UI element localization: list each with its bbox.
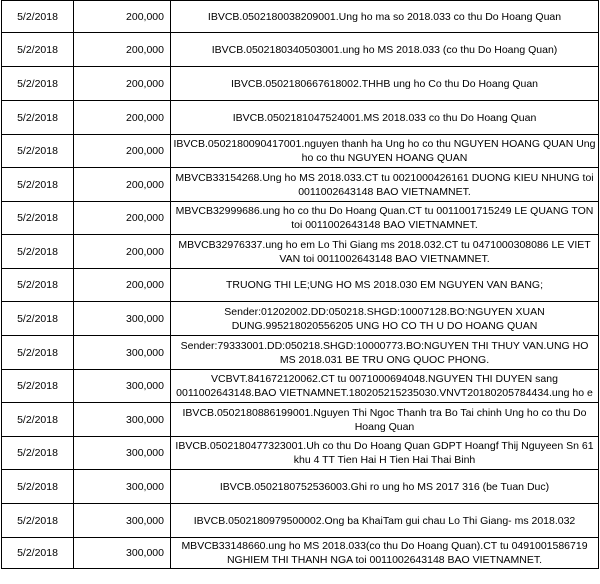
table-row (2, 67, 599, 101)
description-cell: IBVCB.0502180477323001.Uh co thu Do Hoang Quan GDPT Hoangf Thij Nguyeen Sn 61 khu 4 TT Tien Hai H Tien Hai Thai Binh (171, 437, 599, 470)
date-cell: 5/2/2018 (2, 168, 74, 202)
table-row (2, 168, 599, 202)
amount-cell: 300,000 (74, 370, 171, 403)
table-row (2, 101, 599, 135)
amount-cell: 200,000 (74, 33, 171, 67)
table-row (2, 538, 599, 569)
table-row (2, 202, 599, 235)
amount-cell: 200,000 (74, 235, 171, 269)
description-cell: MBVCB32976337.ung ho em Lo Thi Giang ms 2018.032.CT tu 0471000308086 LE VIET VAN toi 0011002643148 BAO VIETNAMNET. (171, 235, 599, 269)
table-row (2, 235, 599, 269)
description-cell: IBVCB.0502180979500002.Ong ba KhaiTam gui chau Lo Thi Giang- ms 2018.032 (171, 504, 599, 538)
date-cell: 5/2/2018 (2, 269, 74, 302)
date-cell: 5/2/2018 (2, 235, 74, 269)
amount-cell: 300,000 (74, 470, 171, 504)
table-row (2, 504, 599, 538)
amount-cell: 200,000 (74, 202, 171, 235)
date-cell: 5/2/2018 (2, 336, 74, 370)
amount-cell: 200,000 (74, 67, 171, 101)
table-row (2, 336, 599, 370)
table-row (2, 403, 599, 437)
date-cell: 5/2/2018 (2, 437, 74, 470)
description-cell: IBVCB.0502180667618002.THHB ung ho Co thu Do Hoang Quan (171, 67, 599, 101)
table-row (2, 33, 599, 67)
description-cell: TRUONG THI LE;UNG HO MS 2018.030 EM NGUYEN VAN BANG; (171, 269, 599, 302)
description-cell: VCBVT.841672120062.CT tu 0071000694048.NGUYEN THI DUYEN sang 0011002643148.BAO VIETNAMNET.180205215235030.VNVT20180205784434.ung ho e (171, 370, 599, 403)
amount-cell: 200,000 (74, 135, 171, 168)
description-cell: IBVCB.0502180752536003.Ghi ro ung ho MS 2017 316 (be Tuan Duc) (171, 470, 599, 504)
date-cell: 5/2/2018 (2, 302, 74, 336)
description-cell: IBVCB.0502180090417001.nguyen thanh ha Ung ho co thu NGUYEN HOANG QUAN Ung ho co thu NGUYEN HOANG QUAN (171, 135, 599, 168)
date-cell: 5/2/2018 (2, 101, 74, 135)
description-cell: IBVCB.0502180038209001.Ung ho ma so 2018.033 co thu Do Hoang Quan (171, 1, 599, 33)
amount-cell: 200,000 (74, 101, 171, 135)
amount-cell: 300,000 (74, 403, 171, 437)
table-row (2, 135, 599, 168)
date-cell: 5/2/2018 (2, 370, 74, 403)
date-cell: 5/2/2018 (2, 1, 74, 33)
description-cell: Sender:01202002.DD:050218.SHGD:10007128.BO:NGUYEN XUAN DUNG.995218020556205 UNG HO CO TH U DO HOANG QUAN (171, 302, 599, 336)
description-cell: MBVCB32999686.ung ho co thu Do Hoang Quan.CT tu 0011001715249 LE QUANG TON toi 0011002643148 BAO VIETNAMNET. (171, 202, 599, 235)
description-cell: MBVCB33154268.Ung ho MS 2018.033.CT tu 0021000426161 DUONG KIEU NHUNG toi 0011002643148 BAO VIETNAMNET. (171, 168, 599, 202)
date-cell: 5/2/2018 (2, 202, 74, 235)
amount-cell: 300,000 (74, 336, 171, 370)
table-row (2, 470, 599, 504)
amount-cell: 200,000 (74, 168, 171, 202)
description-cell: IBVCB.0502180886199001.Nguyen Thi Ngoc Thanh tra Bo Tai chinh Ung ho co thu Do Hoang Quan (171, 403, 599, 437)
table-row (2, 437, 599, 470)
date-cell: 5/2/2018 (2, 538, 74, 569)
transactions-body (2, 1, 599, 569)
description-cell: MBVCB33148660.ung ho MS 2018.033(co thu Do Hoang Quan).CT tu 0491001586719 NGHIEM THI THANH NGA toi 0011002643148 BAO VIETNAMNET. (171, 538, 599, 569)
table-row (2, 370, 599, 403)
amount-cell: 200,000 (74, 1, 171, 33)
date-cell: 5/2/2018 (2, 67, 74, 101)
description-cell: IBVCB.0502181047524001.MS 2018.033 co thu Do Hoang Quan (171, 101, 599, 135)
description-cell: IBVCB.0502180340503001.ung ho MS 2018.033 (co thu Do Hoang Quan) (171, 33, 599, 67)
description-cell: Sender:79333001.DD:050218.SHGD:10000773.BO:NGUYEN THI THUY VAN.UNG HO MS 2018.031 BE TRU ONG QUOC PHONG. (171, 336, 599, 370)
table-row (2, 1, 599, 33)
table-row (2, 269, 599, 302)
amount-cell: 300,000 (74, 538, 171, 569)
date-cell: 5/2/2018 (2, 135, 74, 168)
transactions-table (1, 0, 599, 569)
amount-cell: 300,000 (74, 302, 171, 336)
amount-cell: 300,000 (74, 504, 171, 538)
date-cell: 5/2/2018 (2, 504, 74, 538)
amount-cell: 200,000 (74, 269, 171, 302)
amount-cell: 300,000 (74, 437, 171, 470)
date-cell: 5/2/2018 (2, 403, 74, 437)
date-cell: 5/2/2018 (2, 470, 74, 504)
table-row (2, 302, 599, 336)
date-cell: 5/2/2018 (2, 33, 74, 67)
